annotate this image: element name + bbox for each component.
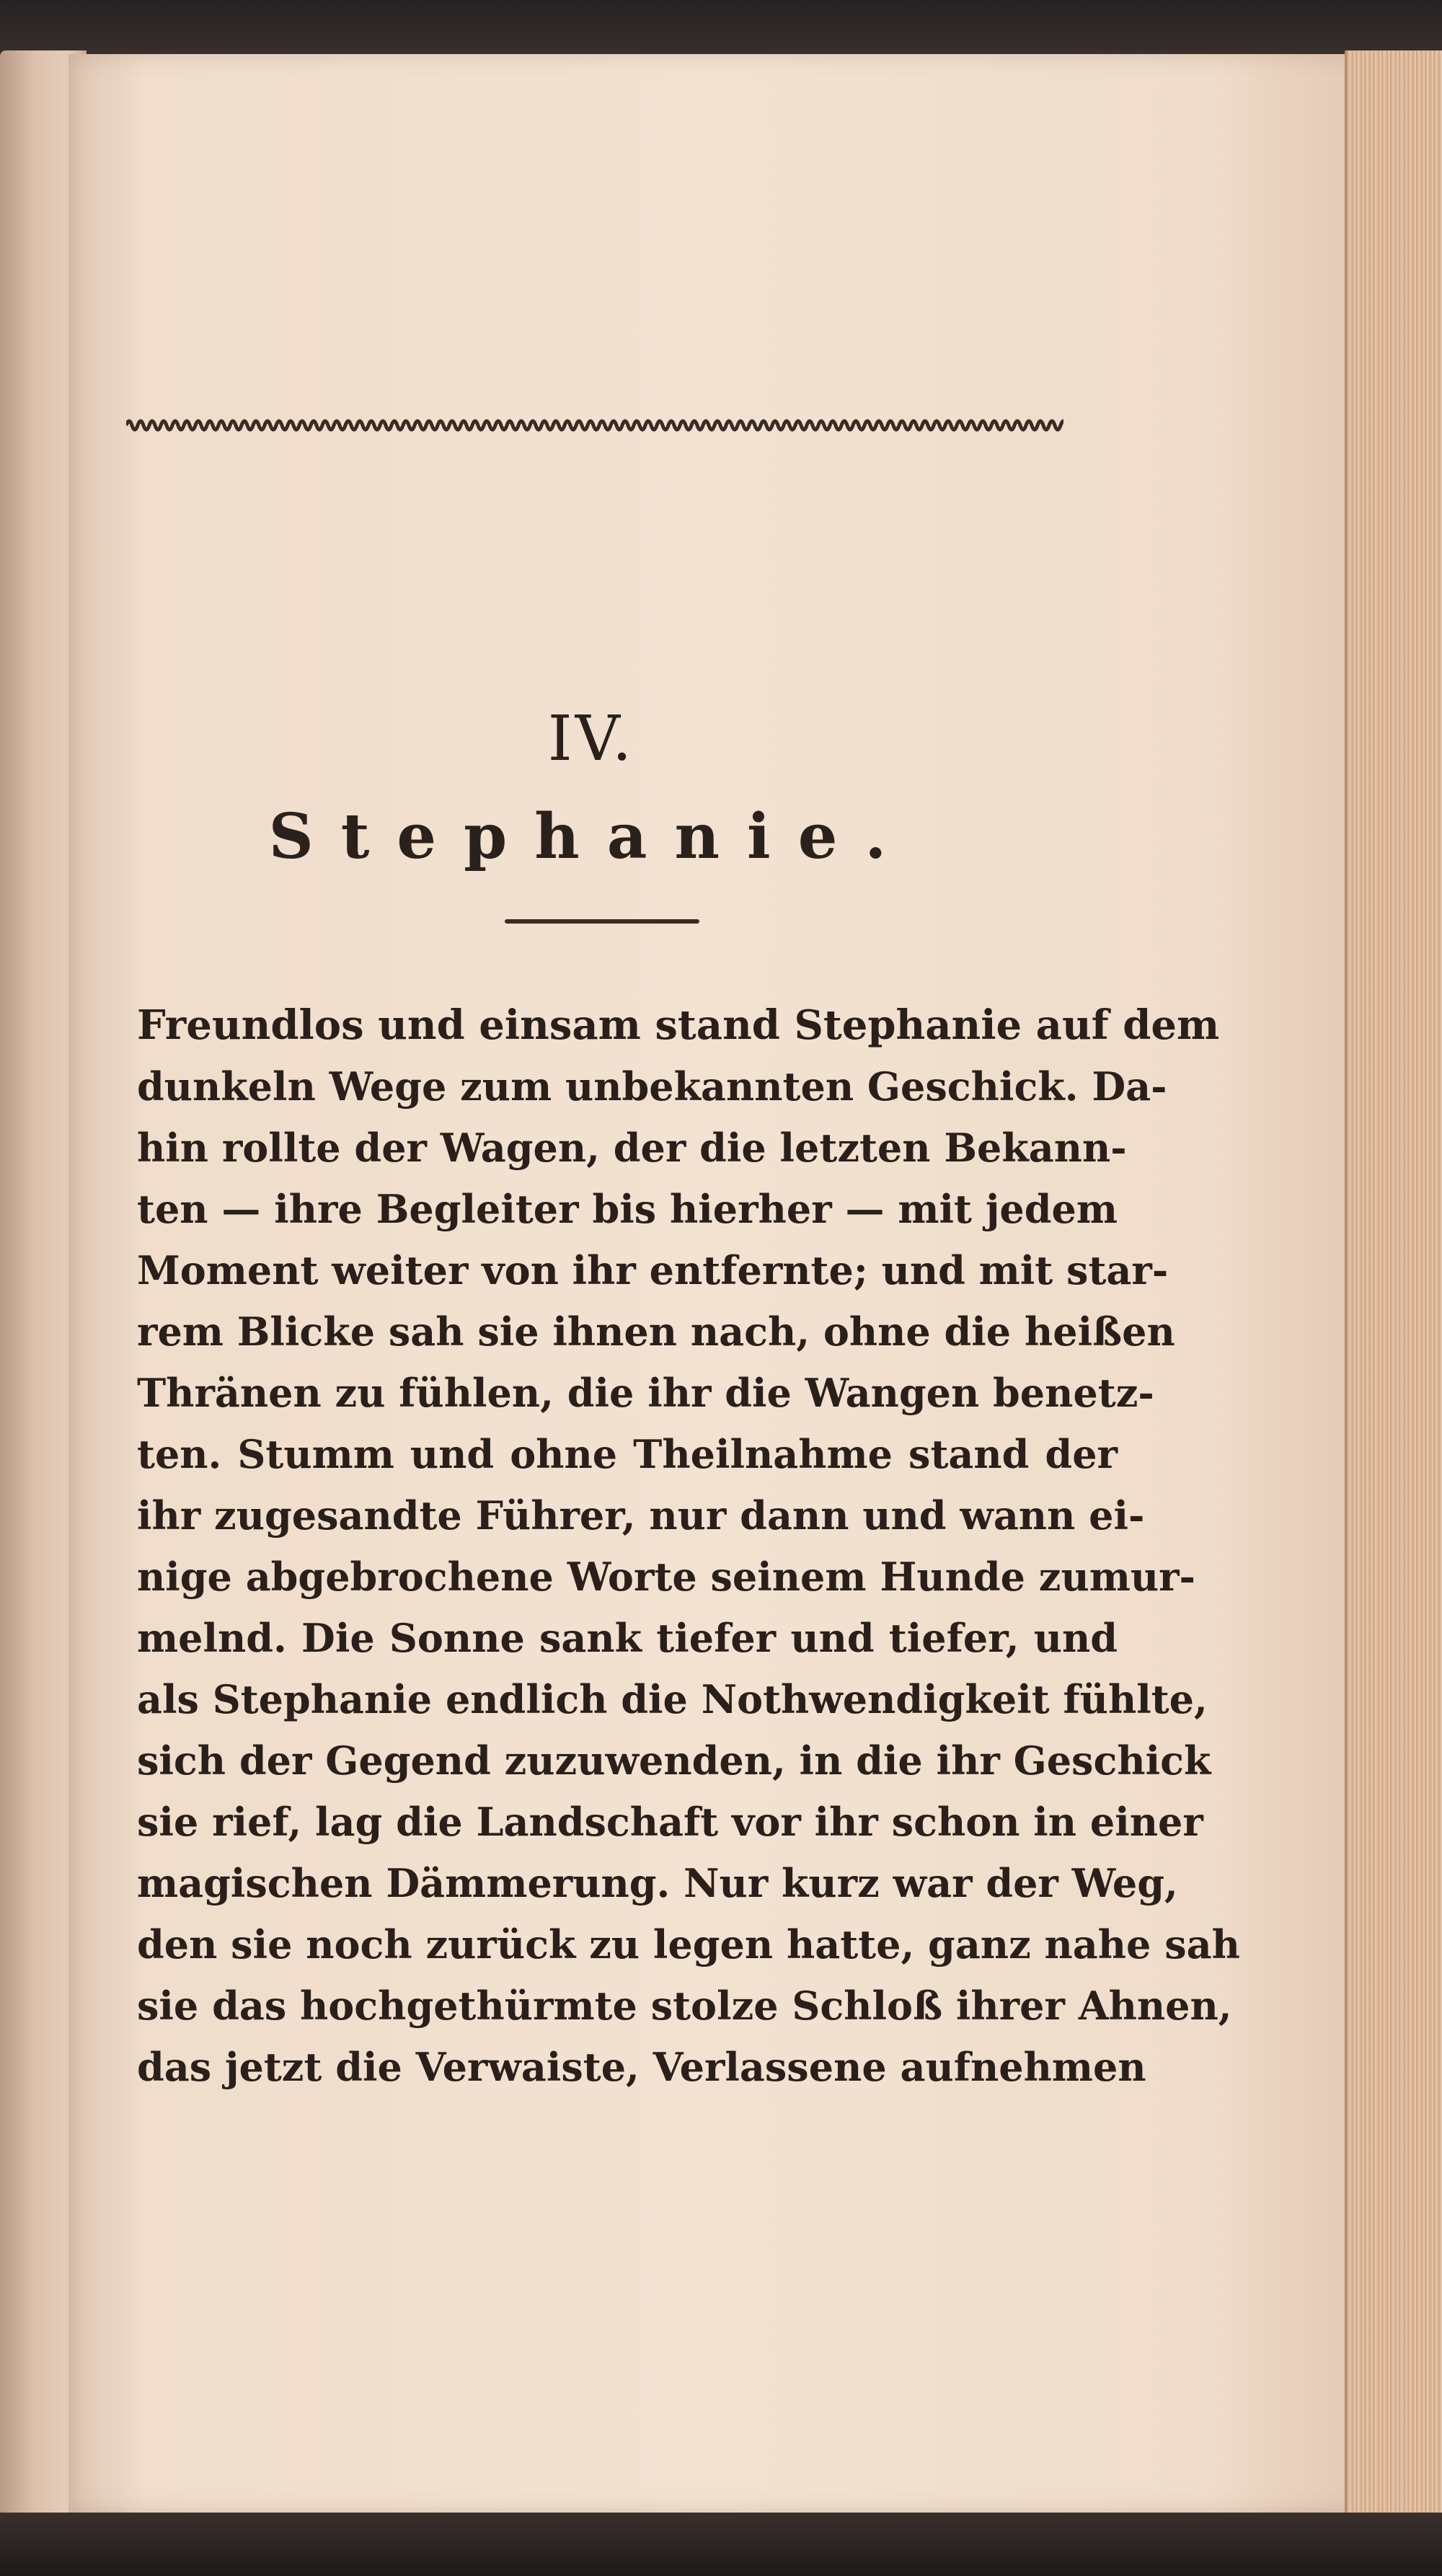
- text-line: Thränen zu fühlen, die ihr die Wangen benetz-: [137, 1370, 1154, 1416]
- title-underline: [505, 919, 699, 924]
- text-line: rem Blicke sah sie ihnen nach, ohne die heißen: [137, 1309, 1175, 1355]
- text-line: den sie noch zurück zu legen hatte, ganz nahe sah: [137, 1921, 1240, 1968]
- text-line: als Stephanie endlich die Nothwendigkeit fühlte,: [137, 1676, 1208, 1722]
- text-line: melnd. Die Sonne sank tiefer und tiefer, und: [137, 1615, 1118, 1661]
- chapter-title: Stephanie.: [268, 800, 914, 873]
- text-line: dunkeln Wege zum unbekannten Geschick. Da-: [137, 1063, 1167, 1110]
- background-bottom: [0, 2513, 1442, 2576]
- chapter-number: IV.: [547, 703, 635, 775]
- text-line: ten — ihre Begleiter bis hierher — mit jedem: [137, 1186, 1118, 1232]
- page-stack-edge: [1345, 50, 1442, 2523]
- text-line: sich der Gegend zuzuwenden, in die ihr Geschick: [137, 1738, 1211, 1784]
- text-line: Freundlos und einsam stand Stephanie auf dem: [137, 1001, 1220, 1049]
- text-line: magischen Dämmerung. Nur kurz war der Weg,: [137, 1860, 1178, 1906]
- text-line: Moment weiter von ihr entfernte; und mit star-: [137, 1247, 1169, 1293]
- text-line: ihr zugesandte Führer, nur dann und wann ei-: [137, 1492, 1145, 1539]
- text-line: hin rollte der Wagen, der die letzten Bekann-: [137, 1125, 1127, 1171]
- text-line: das jetzt die Verwaiste, Verlassene aufnehmen: [137, 2044, 1146, 2090]
- text-line: sie das hochgethürmte stolze Schloß ihrer Ahnen,: [137, 1983, 1232, 2029]
- decorative-wavy-rule: [126, 411, 1063, 440]
- background-top: [0, 0, 1442, 58]
- text-line: ten. Stumm und ohne Theilnahme stand der: [137, 1431, 1118, 1477]
- text-line: nige abgebrochene Worte seinem Hunde zumur-: [137, 1554, 1195, 1600]
- body-text: [137, 995, 1240, 2098]
- text-line: sie rief, lag die Landschaft vor ihr schon in einer: [137, 1799, 1203, 1845]
